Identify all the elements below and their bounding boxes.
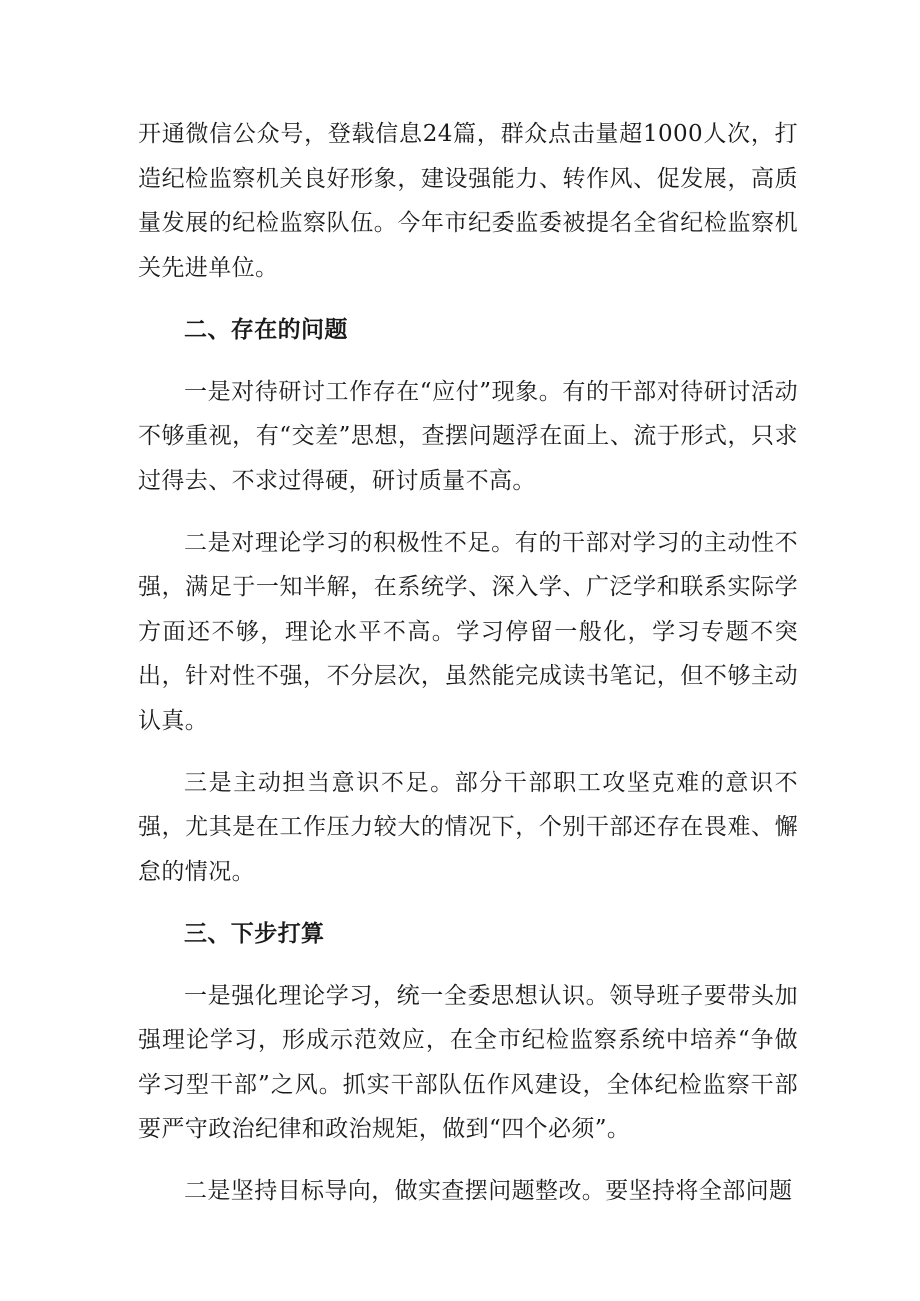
paragraph-problem-2: 二是对理论学习的积极性不足。有的干部对学习的主动性不强，满足于一知半解，在系统学、深入学、广泛学和联系实际学方面还不够，理论水平不高。学习停留一般化，学习专题不突出，针对性不强，不分层次，虽然能完成读书笔记，但不够主动认真。 [138,529,798,734]
paragraph-plan-1: 一是强化理论学习，统一全委思想认识。领导班子要带头加强理论学习，形成示范效应，在全市纪检监察系统中培养“争做学习型干部”之风。抓实干部队伍作风建设，全体纪检监察干部要严守政治纪律和政治规矩，做到“四个必须”。 [138,982,798,1142]
paragraph-intro: 开通微信公众号，登载信息24篇，群众点击量超1000人次，打造纪检监察机关良好形象，建设强能力、转作风、促发展，高质量发展的纪检监察队伍。今年市纪委监委被提名全省纪检监察机关先进单位。 [138,121,798,281]
paragraph-plan-2: 二是坚持目标导向，做实查摆问题整改。要坚持将全部问题 [184,1178,793,1204]
paragraph-problem-3: 三是主动担当意识不足。部分干部职工攻坚克难的意识不强，尤其是在工作压力较大的情况下，个别干部还存在畏难、懈怠的情况。 [138,769,798,885]
section-heading-problems: 二、存在的问题 [184,316,348,343]
paragraph-problem-1: 一是对待研讨工作存在“应付”现象。有的干部对待研讨活动不够重视，有“交差”思想，查摆问题浮在面上、流于形式，只求过得去、不求过得硬，研讨质量不高。 [138,378,798,494]
document-body [138,112,798,1231]
section-heading-next-steps: 三、下步打算 [184,920,325,947]
